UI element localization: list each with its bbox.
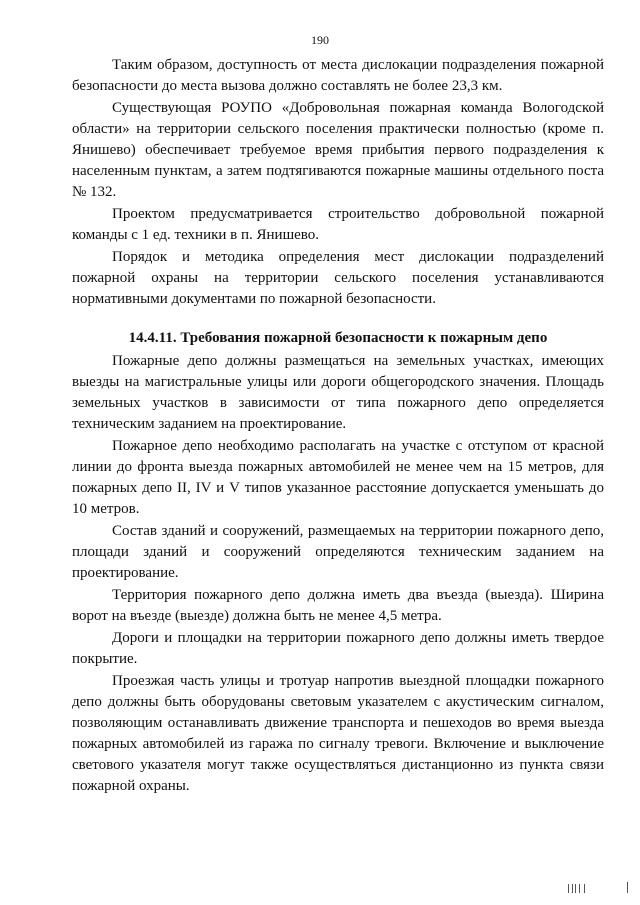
page-number: 190 (311, 33, 329, 47)
paragraph: Существующая РОУПО «Добровольная пожарная команда Вологодской области» на территории сельского поселения практически полностью (кроме п. Янишево) обеспечивает требуемое время прибытия первого подразделения к населенным пунктам, а затем подтягиваются пожарные машины отдельного поста № 132. (72, 100, 604, 200)
scan-artifact-marks (568, 881, 632, 893)
paragraph: Проектом предусматривается строительство добровольной пожарной команды с 1 ед. техники в п. Янишево. (72, 206, 604, 243)
document-body (72, 55, 604, 798)
section-heading: 14.4.11. Требования пожарной безопасности к пожарным депо (128, 330, 548, 346)
paragraph: Порядок и методика определения мест дислокации подразделений пожарной охраны на территории сельского поселения устанавливаются нормативными документами по пожарной безопасности. (72, 249, 604, 307)
paragraph: Таким образом, доступность от места дислокации подразделения пожарной безопасности до места вызова должно составлять не более 23,3 км. (72, 57, 604, 94)
paragraph: Состав зданий и сооружений, размещаемых на территории пожарного депо, площади зданий и сооружений определяются техническим заданием на проектирование. (72, 523, 604, 581)
paragraph: Пожарное депо необходимо располагать на участке с отступом от красной линии до фронта выезда пожарных автомобилей не менее чем на 15 метров, для пожарных депо II, IV и V типов указанное расстояние допускается уменьшать до 10 метров. (72, 438, 604, 517)
paragraph: Пожарные депо должны размещаться на земельных участках, имеющих выезды на магистральные улицы или дороги общегородского значения. Площадь земельных участков в зависимости от типа пожарного депо определяется техническим заданием на проектирование. (72, 353, 604, 432)
paragraph: Дороги и площадки на территории пожарного депо должны иметь твердое покрытие. (72, 630, 604, 667)
paragraph: Территория пожарного депо должна иметь два въезда (выезда). Ширина ворот на въезде (выезде) должна быть не менее 4,5 метра. (72, 587, 604, 624)
paragraph: Проезжая часть улицы и тротуар напротив выездной площадки пожарного депо должны быть оборудованы световым указателем с акустическим сигналом, позволяющим останавливать движение транспорта и пешеходов во время выезда пожарных автомобилей из гаража по сигналу тревоги. Включение и выключение светового указателя могут также осуществляться дистанционно из пункта связи пожарной охраны. (72, 673, 604, 794)
